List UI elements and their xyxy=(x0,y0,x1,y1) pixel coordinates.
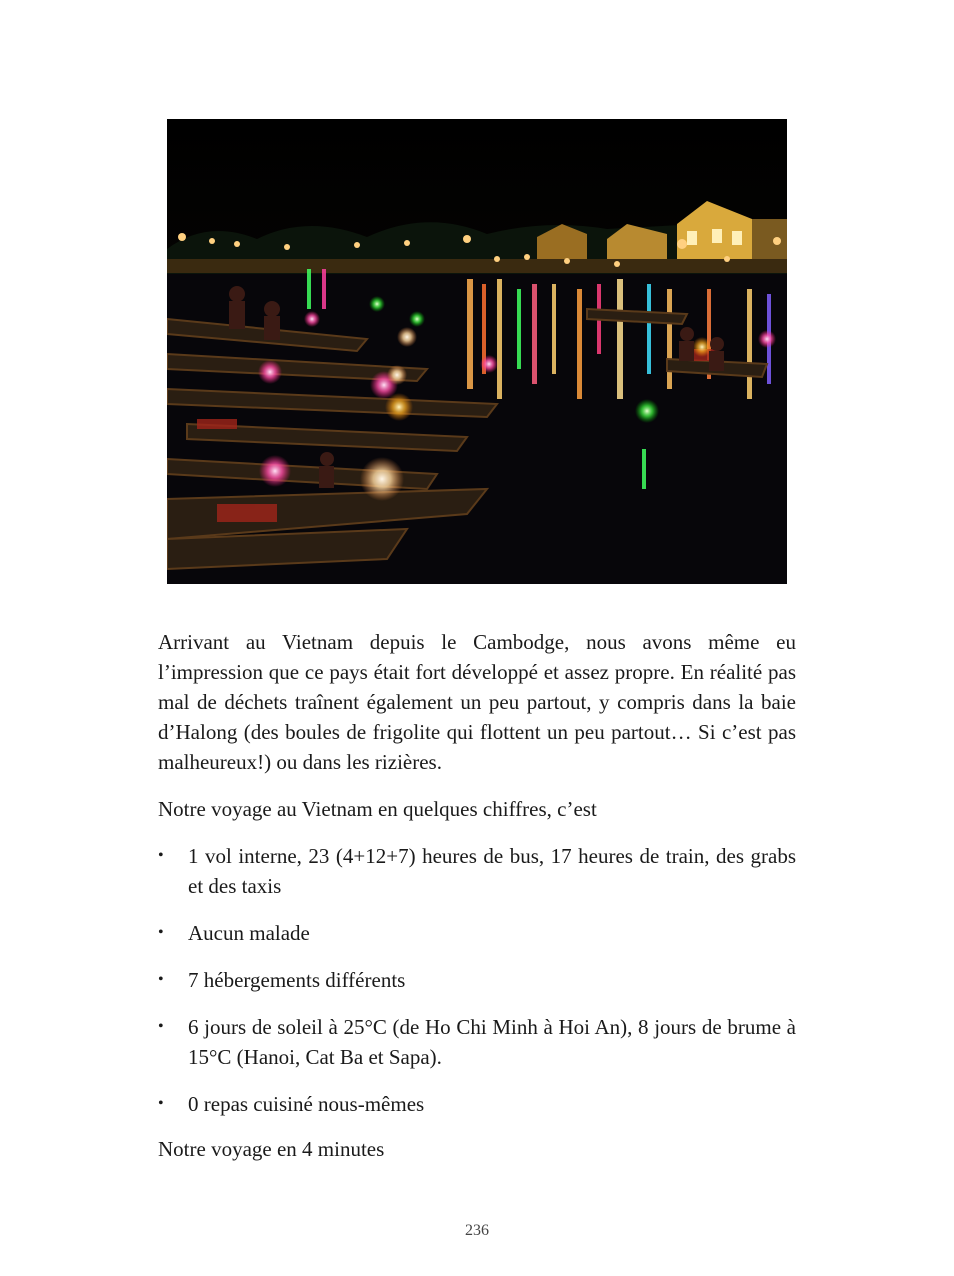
bullet-icon: • xyxy=(158,924,164,941)
bullet-icon: • xyxy=(158,847,164,864)
list-item: • 6 jours de soleil à 25°C (de Ho Chi Minh à Hoi An), 8 jours de brume à 15°C (Hanoi, Cat Ba et Sapa). xyxy=(158,1012,796,1072)
closing-line: Notre voyage en 4 minutes xyxy=(158,1137,385,1161)
body-paragraph: Arrivant au Vietnam depuis le Cambodge, nous avons même eu l’impression que ce pays était fort développé et assez propre. En réalité pas mal de déchets traînent également un peu partout, y compris dans la baie d’Halong (des boules de frigolite qui flottent un peu partout… Si c’est pas malheureux!) ou dans les rizières. xyxy=(158,630,796,774)
list-item: • 7 hébergements différents xyxy=(158,965,796,995)
list-item: • 1 vol interne, 23 (4+12+7) heures de bus, 17 heures de train, des grabs et des taxis xyxy=(158,841,796,901)
night-river-boats-lanterns-icon xyxy=(167,119,787,584)
figures-list xyxy=(158,841,796,1136)
bullet-icon: • xyxy=(158,1018,164,1035)
page-number: 236 xyxy=(465,1222,489,1239)
list-item: • Aucun malade xyxy=(158,918,796,948)
bullet-icon: • xyxy=(158,971,164,988)
list-item: • 0 repas cuisiné nous-mêmes xyxy=(158,1089,796,1119)
bullet-icon: • xyxy=(158,1095,164,1112)
list-intro: Notre voyage au Vietnam en quelques chiffres, c’est xyxy=(158,797,597,821)
photo-night-river xyxy=(167,119,787,584)
